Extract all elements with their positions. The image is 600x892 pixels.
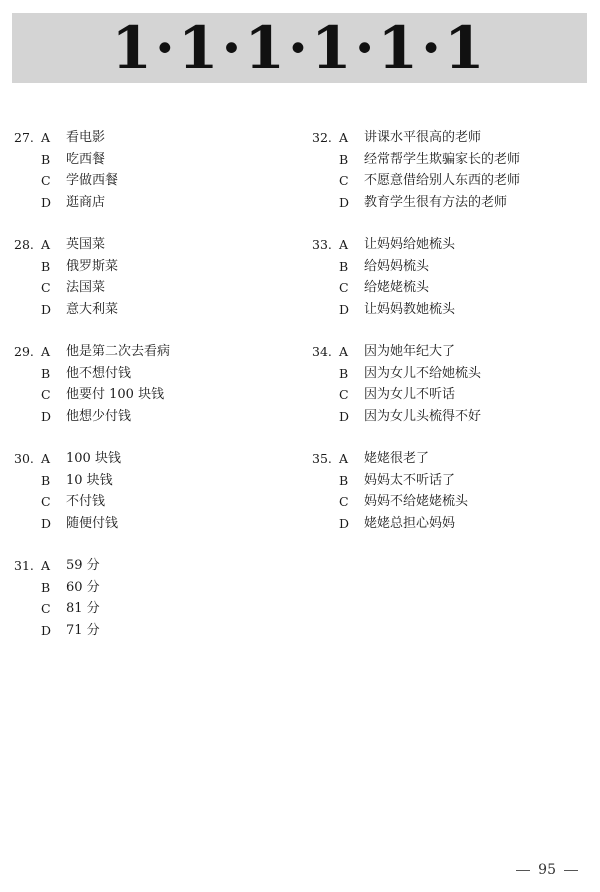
option-letter: B [339, 151, 349, 167]
question-number: 32. [312, 130, 332, 145]
option-text: 俄罗斯菜 [66, 258, 119, 274]
option-35-b [312, 470, 592, 492]
option-32-d [312, 192, 592, 214]
question-34 [312, 341, 592, 448]
option-30-a [14, 448, 294, 470]
option-text: 给姥姥梳头 [364, 280, 430, 295]
question-31 [14, 555, 294, 662]
option-letter: A [41, 451, 51, 466]
option-letter: C [41, 173, 51, 188]
option-35-d [312, 513, 592, 535]
option-letter: A [339, 237, 349, 252]
question-28 [14, 234, 294, 341]
option-29-b [14, 363, 294, 385]
option-letter: B [41, 579, 51, 595]
option-34-a [312, 341, 592, 363]
option-31-d [14, 620, 294, 642]
question-number: 30. [14, 451, 34, 466]
option-text: 姥姥很老了 [364, 451, 430, 466]
page-number: 95 [538, 862, 556, 878]
option-34-b [312, 363, 592, 385]
option-letter: C [339, 280, 349, 295]
option-35-c [312, 491, 592, 513]
option-text: 他要付 100 块钱 [66, 387, 165, 402]
option-letter: C [339, 494, 349, 509]
option-text: 因为她年纪大了 [364, 344, 456, 359]
option-text: 妈妈太不听话了 [364, 472, 456, 488]
question-32 [312, 127, 592, 234]
option-text: 教育学生很有方法的老师 [364, 194, 508, 210]
dash-left [516, 870, 530, 871]
option-text: 看电影 [66, 130, 106, 145]
option-29-c [14, 384, 294, 406]
option-letter: B [41, 365, 51, 381]
option-text: 59 分 [66, 558, 100, 573]
option-letter: B [339, 258, 349, 274]
option-letter: D [41, 301, 52, 317]
banner-title: 1·1·1·1·1·1 [111, 14, 488, 82]
option-29-d [14, 406, 294, 428]
option-text: 随便付钱 [66, 515, 119, 531]
option-text: 吃西餐 [66, 151, 106, 167]
option-letter: D [41, 408, 52, 424]
question-number: 28. [14, 237, 34, 252]
option-text: 100 块钱 [66, 451, 121, 466]
option-letter: C [339, 173, 349, 188]
option-28-b [14, 256, 294, 278]
option-letter: D [339, 301, 350, 317]
option-text: 让妈妈给她梳头 [364, 237, 456, 252]
option-letter: A [41, 558, 51, 573]
option-31-a [14, 555, 294, 577]
option-31-b [14, 577, 294, 599]
option-28-a [14, 234, 294, 256]
option-text: 他是第二次去看病 [66, 344, 171, 359]
option-letter: C [41, 387, 51, 402]
option-30-d [14, 513, 294, 535]
option-text: 姥姥总担心妈妈 [364, 515, 456, 531]
option-text: 经常帮学生欺骗家长的老师 [364, 151, 521, 167]
question-number: 35. [312, 451, 332, 466]
option-letter: D [339, 194, 350, 210]
option-33-b [312, 256, 592, 278]
option-30-b [14, 470, 294, 492]
question-number: 33. [312, 237, 332, 252]
option-text: 因为女儿不给她梳头 [364, 365, 482, 381]
option-33-c [312, 277, 592, 299]
question-number: 27. [14, 130, 34, 145]
question-number: 31. [14, 558, 34, 573]
option-letter: A [339, 130, 349, 145]
option-text: 讲课水平很高的老师 [364, 130, 482, 145]
option-text: 法国菜 [66, 280, 106, 295]
option-letter: D [41, 515, 52, 531]
left-question-column [14, 127, 294, 662]
option-letter: D [41, 622, 52, 638]
option-27-b [14, 149, 294, 171]
option-text: 逛商店 [66, 194, 106, 210]
option-32-a [312, 127, 592, 149]
section-banner [12, 13, 587, 83]
question-number: 29. [14, 344, 34, 359]
option-letter: C [41, 280, 51, 295]
option-text: 他不想付钱 [66, 365, 132, 381]
option-text: 因为女儿头梳得不好 [364, 408, 482, 424]
option-34-c [312, 384, 592, 406]
question-33 [312, 234, 592, 341]
right-question-column [312, 127, 592, 555]
option-letter: A [339, 344, 349, 359]
page-footer [516, 862, 578, 878]
option-text: 71 分 [66, 622, 100, 638]
option-33-d [312, 299, 592, 321]
option-letter: A [41, 344, 51, 359]
option-letter: C [41, 494, 51, 509]
question-35 [312, 448, 592, 555]
option-letter: B [339, 365, 349, 381]
option-35-a [312, 448, 592, 470]
option-text: 因为女儿不听话 [364, 387, 456, 402]
option-text: 不付钱 [66, 494, 106, 509]
option-32-c [312, 170, 592, 192]
option-text: 学做西餐 [66, 173, 119, 188]
option-letter: A [41, 130, 51, 145]
option-text: 让妈妈教她梳头 [364, 301, 456, 317]
option-33-a [312, 234, 592, 256]
question-27 [14, 127, 294, 234]
option-text: 妈妈不给姥姥梳头 [364, 494, 469, 509]
option-30-c [14, 491, 294, 513]
option-letter: D [339, 515, 350, 531]
question-29 [14, 341, 294, 448]
option-28-d [14, 299, 294, 321]
option-letter: D [339, 408, 350, 424]
option-text: 81 分 [66, 601, 100, 616]
option-text: 意大利菜 [66, 301, 119, 317]
option-letter: A [339, 451, 349, 466]
option-28-c [14, 277, 294, 299]
option-letter: C [41, 601, 51, 616]
option-27-a [14, 127, 294, 149]
option-letter: D [41, 194, 52, 210]
option-text: 不愿意借给别人东西的老师 [364, 173, 521, 188]
option-text: 给妈妈梳头 [364, 258, 430, 274]
option-34-d [312, 406, 592, 428]
option-letter: B [339, 472, 349, 488]
option-31-c [14, 598, 294, 620]
option-27-d [14, 192, 294, 214]
option-text: 英国菜 [66, 237, 106, 252]
question-30 [14, 448, 294, 555]
dash-right [564, 870, 578, 871]
question-number: 34. [312, 344, 332, 359]
option-text: 他想少付钱 [66, 408, 132, 424]
option-letter: B [41, 151, 51, 167]
option-32-b [312, 149, 592, 171]
option-letter: B [41, 258, 51, 274]
option-text: 10 块钱 [66, 472, 113, 488]
option-27-c [14, 170, 294, 192]
option-letter: A [41, 237, 51, 252]
option-letter: B [41, 472, 51, 488]
option-29-a [14, 341, 294, 363]
option-text: 60 分 [66, 579, 100, 595]
option-letter: C [339, 387, 349, 402]
